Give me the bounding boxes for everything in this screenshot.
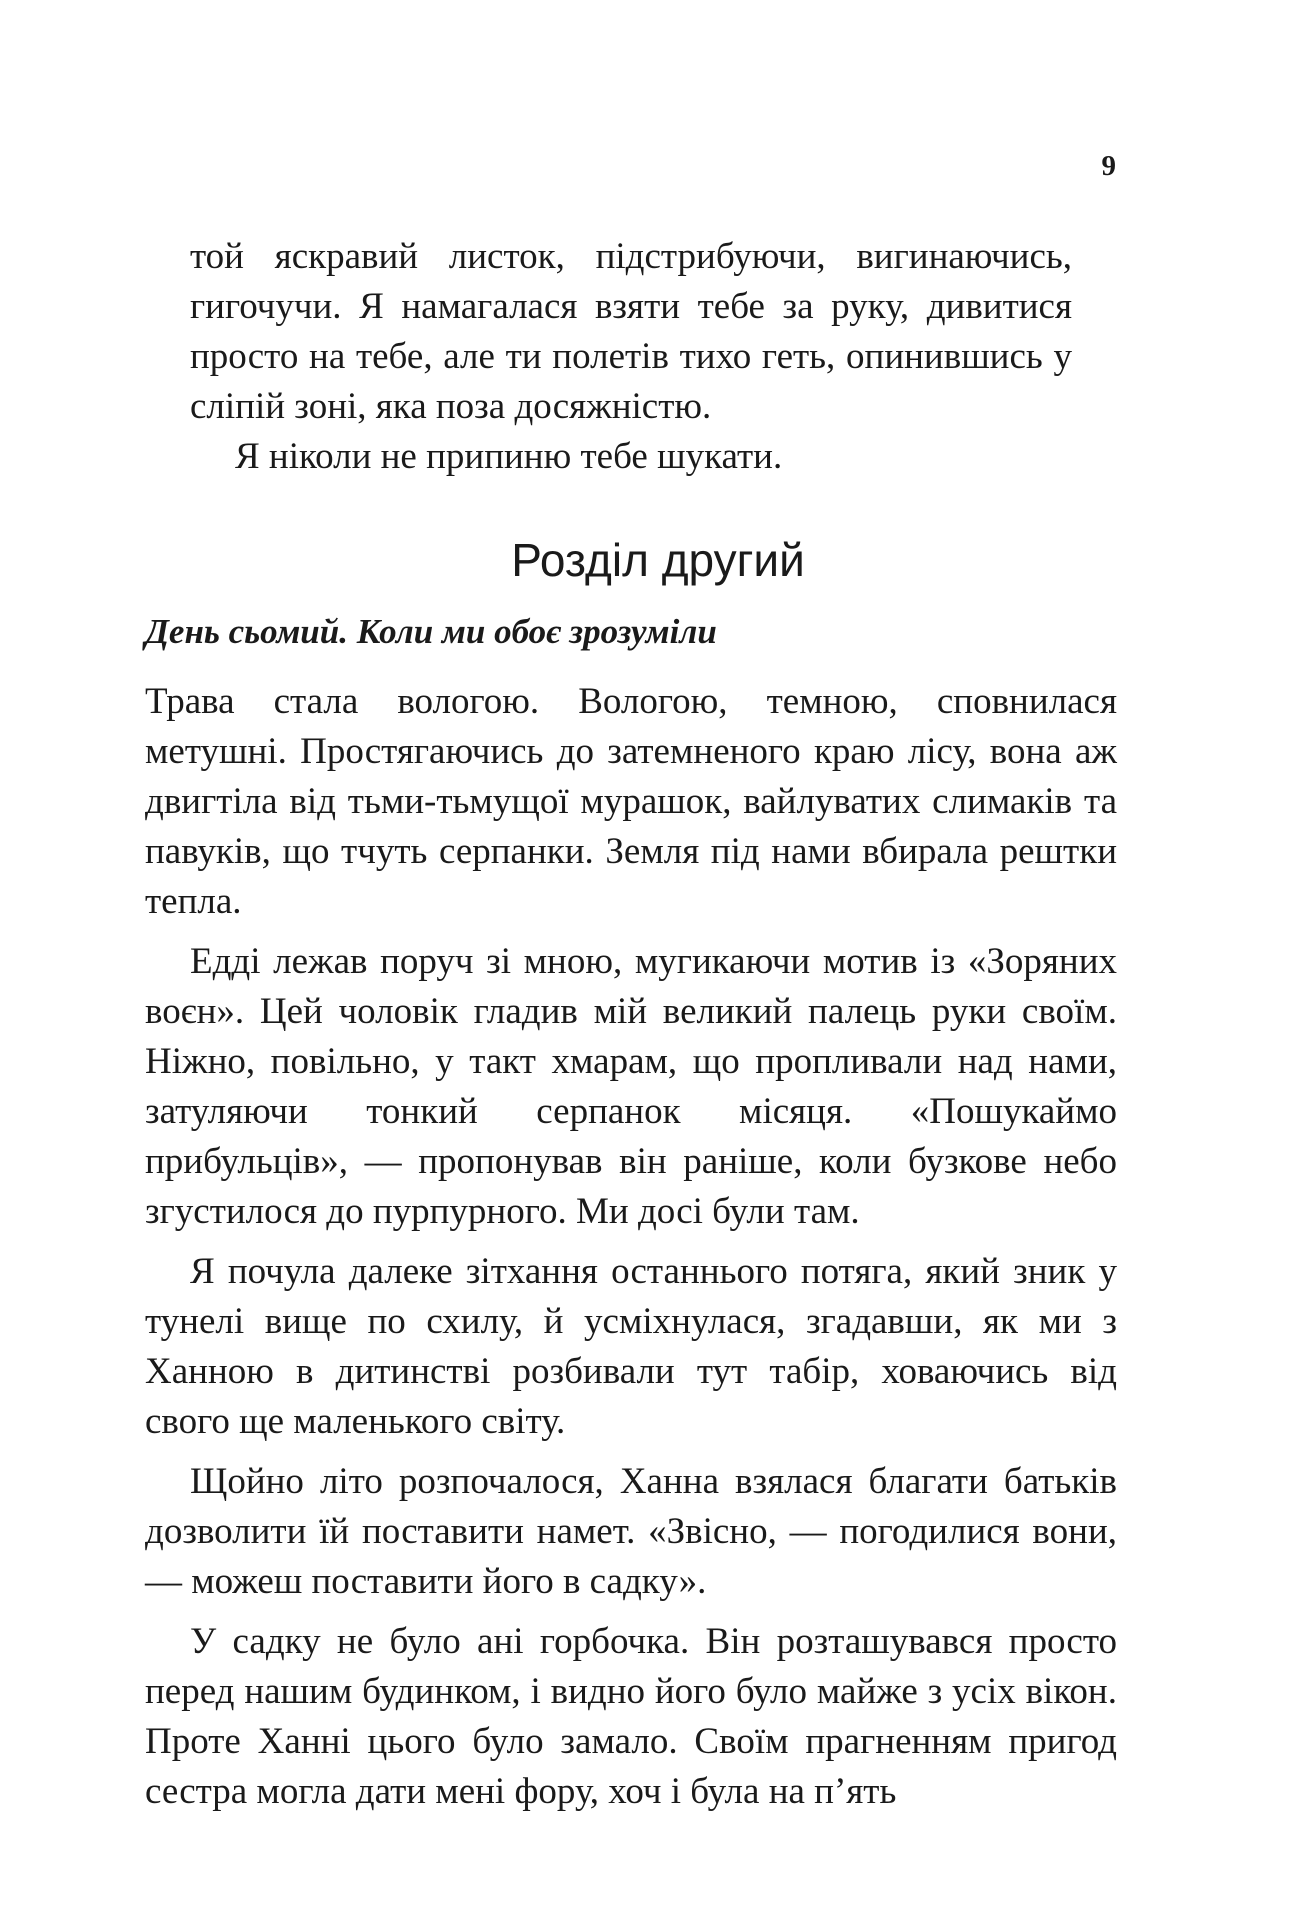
paragraph: той яскравий листок, підстрибуючи, вигинаючись, гигочучи. Я намагалася взяти тебе за руку, дивитися просто на тебе, але ти полетів тихо геть, опинившись у сліпій зоні, яка поза досяжністю. [190,236,1072,427]
paragraph: Трава стала вологою. Вологою, темною, сповнилася метушні. Простягаючись до затемненого краю лісу, вона аж двигтіла від тьми-тьмущої мурашок, вайлуватих слимаків та павуків, що тчуть серпанки. Земля під нами вбирала рештки тепла. [145,681,1117,922]
page-number: 9 [1101,150,1116,182]
top-text-block [190,232,1072,482]
paragraph: Щойно літо розпочалося, Ханна взялася благати батьків дозволити їй поставити намет. «Звісно, — погодилися вони, — можеш поставити його в садку». [145,1461,1117,1602]
chapter-subtitle: День сьомий. Коли ми обоє зрозуміли [145,612,717,651]
main-text-block [145,677,1117,1827]
paragraph: Я почула далеке зітхання останнього потяга, який зник у тунелі вище по схилу, й усміхнулася, згадавши, як ми з Ханною в дитинстві розбивали тут табір, ховаючись від свого ще маленького світу. [145,1251,1117,1442]
paragraph: Я ніколи не припиню тебе шукати. [235,436,783,477]
paragraph: У садку не було ані горбочка. Він розташувався просто перед нашим будинком, і видно його було майже з усіх вікон. Проте Ханні цього було замало. Своїм прагненням пригод сестра могла дати мені фору, хоч і була на п’ять [145,1621,1117,1812]
paragraph: Едді лежав поруч зі мною, мугикаючи мотив із «Зоряних воєн». Цей чоловік гладив мій великий палець руки своїм. Ніжно, повільно, у такт хмарам, що пропливали над нами, затуляючи тонкий серпанок місяця. «Пошукаймо прибульців», — пропонував він раніше, коли бузкове небо згустилося до пурпурного. Ми досі були там. [145,941,1117,1232]
chapter-title: Розділ другий [511,534,805,586]
